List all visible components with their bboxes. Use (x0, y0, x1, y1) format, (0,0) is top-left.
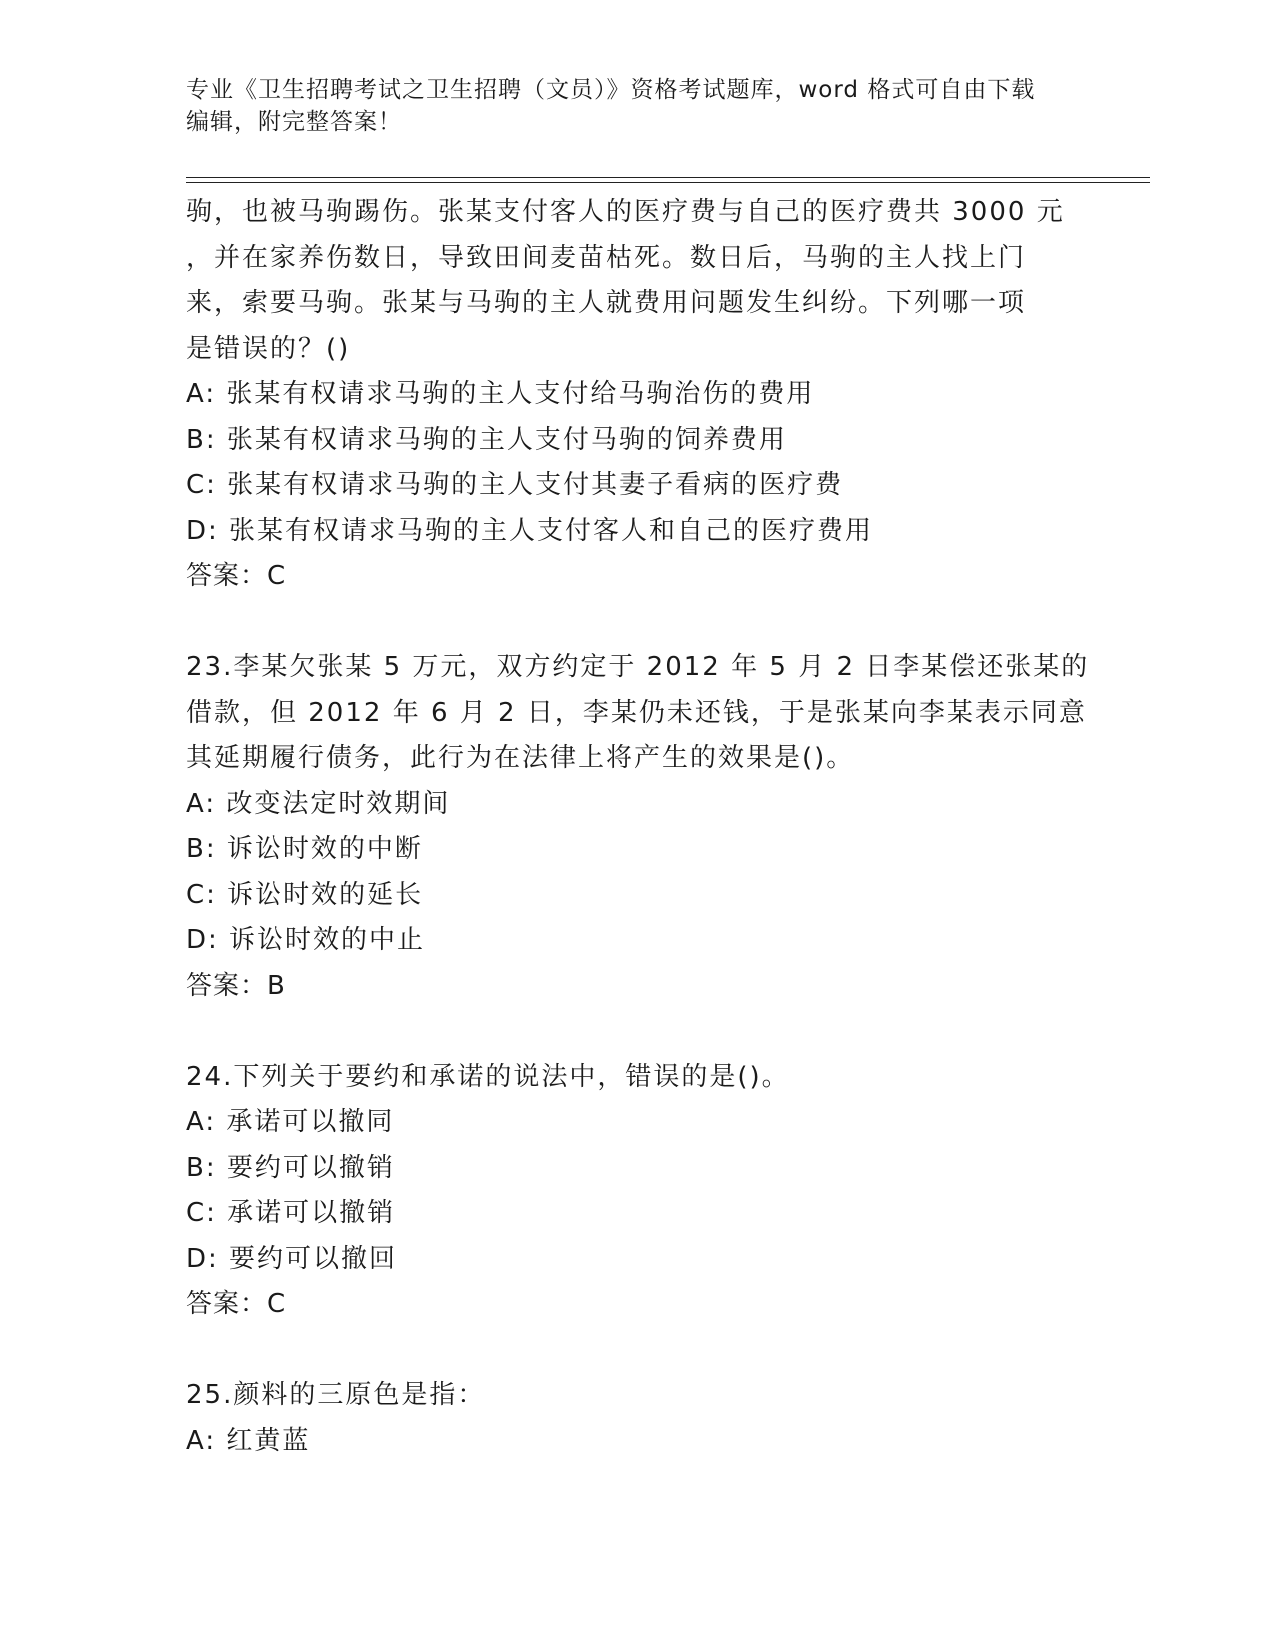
question-stem-line: 驹，也被马驹踢伤。张某支付客人的医疗费与自己的医疗费共 3000 元 (186, 197, 1065, 227)
spacer (186, 1009, 1086, 1055)
option-b: B: 要约可以撤销 (186, 1152, 395, 1183)
option-d: D: 诉讼时效的中止 (186, 925, 426, 955)
header-line-2: 编辑，附完整答案！ (186, 109, 402, 135)
question-stem-line: 其延期履行债务，此行为在法律上将产生的效果是()。 (186, 743, 855, 773)
document-header (186, 74, 1086, 138)
option-c: C: 张某有权请求马驹的主人支付其妻子看病的医疗费 (186, 470, 844, 500)
option-a: A: 改变法定时效期间 (186, 788, 451, 819)
question-stem-line: ，并在家养伤数日，导致田间麦苗枯死。数日后，马驹的主人找上门 (186, 242, 1027, 273)
header-divider-top (186, 177, 1150, 178)
option-a: A: 张某有权请求马驹的主人支付给马驹治伤的费用 (186, 379, 815, 409)
option-b: B: 诉讼时效的中断 (186, 834, 423, 864)
answer-label: 答案：C (186, 1289, 287, 1319)
option-d: D: 要约可以撤回 (186, 1243, 398, 1274)
answer-label: 答案：B (186, 970, 286, 1001)
question-22 (186, 190, 1086, 600)
question-stem-line: 是错误的？() (186, 333, 351, 364)
question-stem-line: 23.李某欠张某 5 万元，双方约定于 2012 年 5 月 2 日李某偿还张某的 (186, 652, 1090, 682)
option-d: D: 张某有权请求马驹的主人支付客人和自己的医疗费用 (186, 515, 874, 546)
option-c: C: 承诺可以撤销 (186, 1198, 396, 1228)
question-stem-line: 24.下列关于要约和承诺的说法中，错误的是()。 (186, 1061, 790, 1092)
question-23 (186, 645, 1090, 1009)
question-24 (186, 1055, 1086, 1328)
answer-label: 答案：C (186, 561, 287, 591)
spacer (186, 1328, 1086, 1374)
header-divider-bottom (186, 182, 1150, 183)
question-25 (186, 1373, 1086, 1464)
question-stem-line: 25.颜料的三原色是指： (186, 1380, 486, 1410)
question-stem-line: 借款，但 2012 年 6 月 2 日，李某仍未还钱，于是张某向李某表示同意 (186, 697, 1087, 728)
header-line-1: 专业《卫生招聘考试之卫生招聘（文员）》资格考试题库，word 格式可自由下载 (186, 77, 1036, 103)
option-a: A: 承诺可以撤同 (186, 1107, 395, 1137)
option-c: C: 诉讼时效的延长 (186, 879, 424, 910)
question-stem-line: 来，索要马驹。张某与马驹的主人就费用问题发生纠纷。下列哪一项 (186, 288, 1027, 318)
option-b: B: 张某有权请求马驹的主人支付马驹的饲养费用 (186, 424, 787, 455)
option-a: A: 红黄蓝 (186, 1425, 311, 1456)
question-list (186, 190, 1090, 1464)
spacer (186, 600, 1086, 646)
